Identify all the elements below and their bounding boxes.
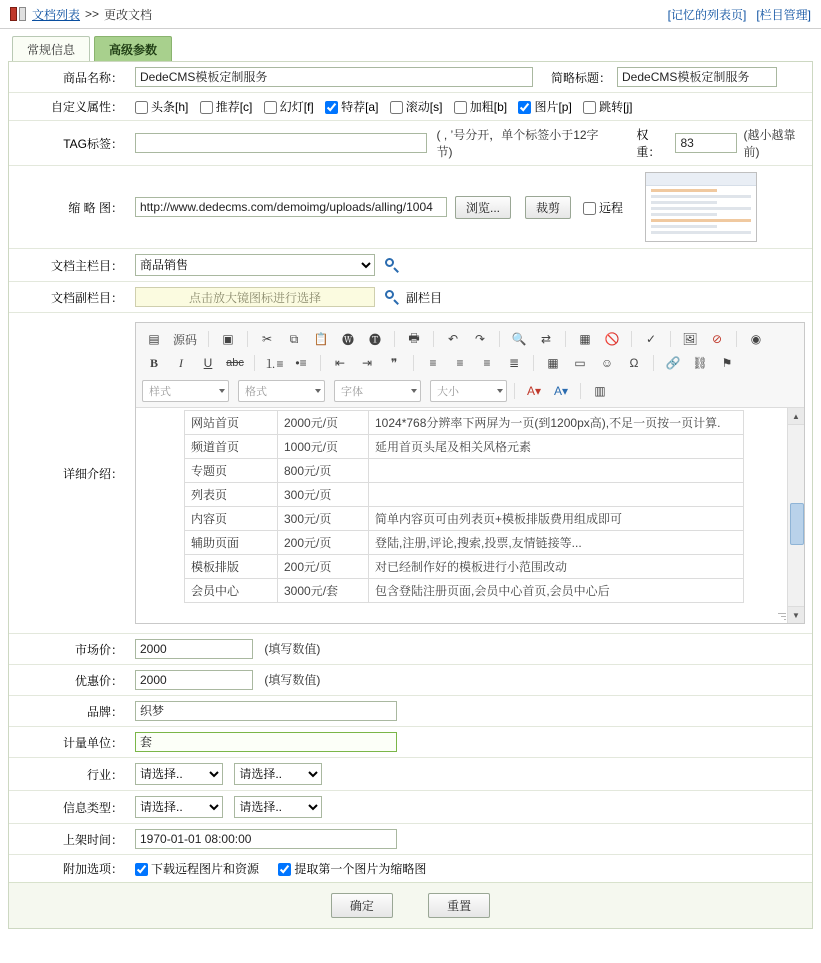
editor-toolbar-row-2 (142, 351, 798, 375)
source-label[interactable]: 源码 (173, 332, 198, 347)
extra-download-remote-label: 下载远程图片和资源 (151, 862, 260, 876)
cell-price: 200元/页 (278, 531, 369, 555)
align-right-icon[interactable]: ≡ (483, 356, 491, 370)
weight-hint: (越小越靠前) (743, 128, 796, 159)
remote-option[interactable] (583, 199, 623, 216)
underline-icon[interactable]: U (203, 356, 213, 370)
cell-desc: 登陆,注册,评论,搜索,投票,友情链接等... (369, 531, 744, 555)
cell-price: 200元/页 (278, 555, 369, 579)
link-memory-list[interactable]: [记忆的列表页] (667, 7, 747, 22)
table-row (185, 411, 744, 435)
cell-price: 1000元/页 (278, 435, 369, 459)
industry-select-2[interactable] (234, 763, 322, 785)
advanced-form (9, 62, 812, 882)
short-title-input[interactable] (617, 67, 777, 87)
indent-icon[interactable]: ⇥ (361, 356, 373, 370)
attr-image[interactable] (518, 98, 571, 115)
row-product-name (9, 62, 812, 93)
attr-special-label: 特荐[a] (341, 100, 379, 114)
strikethrough-icon[interactable]: abc (226, 357, 244, 369)
rich-text-editor (135, 322, 805, 624)
attr-jump[interactable] (583, 98, 632, 115)
sub-category-link[interactable]: 副栏目 (406, 290, 443, 305)
bold-icon[interactable]: B (149, 355, 158, 370)
ontime-input[interactable] (135, 829, 397, 849)
blockquote-icon[interactable]: ❞ (390, 356, 398, 370)
cell-name: 会员中心 (185, 579, 278, 603)
label-sale-price: 优惠价： (9, 665, 129, 696)
row-detail (9, 313, 812, 634)
row-industry (9, 758, 812, 791)
italic-icon[interactable]: I (179, 355, 183, 370)
link-icon[interactable]: 🔗 (665, 356, 681, 370)
attr-recommend[interactable] (200, 98, 253, 115)
row-attributes (9, 93, 812, 121)
attr-slide-checkbox[interactable] (264, 101, 277, 114)
bg-color-icon[interactable]: A▾ (553, 384, 569, 398)
search-icon-sub[interactable] (385, 290, 400, 305)
label-weight: 权重： (636, 128, 661, 159)
row-market-price (9, 634, 812, 665)
horizontal-rule-icon[interactable]: ▭ (574, 356, 586, 370)
editor-content[interactable] (136, 408, 788, 623)
size-combo-label: 大小 (437, 386, 459, 398)
cell-name: 专题页 (185, 459, 278, 483)
remote-label: 远程 (599, 200, 624, 215)
row-unit (9, 727, 812, 758)
submit-bar (9, 882, 812, 928)
preview-icon[interactable]: ▣ (222, 332, 234, 346)
attr-recommend-checkbox[interactable] (200, 101, 213, 114)
tab-bar (0, 35, 821, 61)
cell-industry (129, 758, 812, 791)
breadcrumb-link-doclist[interactable]: 文档列表 (32, 7, 81, 22)
row-sub-category (9, 282, 812, 313)
row-infotype (9, 791, 812, 824)
topbar-links (668, 6, 811, 23)
row-main-category (9, 249, 812, 282)
sale-price-hint: (填写数值) (264, 673, 321, 687)
table-row (185, 459, 744, 483)
attr-recommend-label: 推荐[c] (215, 100, 253, 114)
scroll-down-icon[interactable]: ▼ (788, 606, 804, 623)
attr-bold-label: 加粗[b] (469, 100, 508, 114)
thumbnail-preview (645, 172, 757, 242)
label-market-price: 市场价： (9, 634, 129, 665)
label-thumbnail: 缩 略 图： (9, 166, 129, 249)
extra-download-remote[interactable] (135, 862, 262, 876)
cell-price: 2000元/页 (278, 411, 369, 435)
tag-hint: ( , ’号分开，单个标签小于12字节) (436, 128, 599, 159)
source-icon[interactable]: ▤ (148, 332, 160, 346)
anchor-icon[interactable]: ⚑ (721, 356, 733, 370)
sub-category-placeholder[interactable]: 点击放大镜图标进行选择 (135, 287, 375, 307)
cut-icon[interactable]: ✂ (261, 332, 273, 346)
format-combo[interactable] (238, 380, 325, 402)
show-blocks-icon[interactable]: ▥ (594, 384, 606, 398)
row-thumbnail (9, 166, 812, 249)
cell-infotype (129, 791, 812, 824)
outdent-icon[interactable]: ⇤ (334, 356, 346, 370)
label-attributes: 自定义属性： (9, 93, 129, 121)
spellcheck-icon[interactable]: ✓ (645, 332, 657, 346)
attr-image-label: 图片[p] (534, 100, 572, 114)
label-infotype: 信息类型： (9, 791, 129, 824)
editor-toolbar-row-1 (142, 327, 798, 351)
smiley-icon[interactable]: ☺ (600, 356, 614, 370)
cell-name: 网站首页 (185, 411, 278, 435)
cell-price: 300元/页 (278, 507, 369, 531)
editor-toolbar-row-3 (142, 379, 798, 403)
label-main-category: 文档主栏目： (9, 249, 129, 282)
brand-input[interactable] (135, 701, 397, 721)
label-product-name: 商品名称： (9, 62, 129, 93)
market-price-input[interactable] (135, 639, 253, 659)
label-industry: 行业： (9, 758, 129, 791)
attr-scroll[interactable] (390, 98, 443, 115)
thumbnail-url-input[interactable] (135, 197, 447, 217)
cell-name: 模板排版 (185, 555, 278, 579)
extra-first-image[interactable] (278, 862, 426, 876)
cell-name: 辅助页面 (185, 531, 278, 555)
attr-scroll-checkbox[interactable] (390, 101, 403, 114)
cell-detail (129, 313, 812, 634)
breadcrumb (0, 0, 821, 29)
table-icon[interactable]: ▦ (547, 356, 559, 370)
table-row (185, 483, 744, 507)
cell-attributes (129, 93, 812, 121)
copy-icon[interactable]: ⧉ (289, 331, 299, 346)
cell-ontime (129, 824, 812, 855)
cell-desc (369, 483, 744, 507)
tab-general[interactable]: 常规信息 (12, 36, 90, 61)
label-sub-category: 文档副栏目： (9, 282, 129, 313)
cell-desc (369, 459, 744, 483)
cell-desc: 对已经制作好的模板进行小范围改动 (369, 555, 744, 579)
paste-icon[interactable]: 📋 (313, 332, 329, 346)
align-left-icon[interactable]: ≡ (429, 356, 437, 370)
infotype-select-1[interactable] (135, 796, 223, 818)
redo-icon[interactable]: ↷ (474, 332, 486, 346)
special-char-icon[interactable]: Ω (629, 356, 639, 370)
cell-main-category (129, 249, 812, 282)
image-icon[interactable]: 🖼 (682, 332, 698, 346)
table-row (185, 435, 744, 459)
row-sale-price (9, 665, 812, 696)
sale-price-input[interactable] (135, 670, 253, 690)
format-combo-label: 格式 (245, 386, 267, 398)
scroll-up-icon[interactable]: ▲ (788, 408, 804, 425)
row-brand (9, 696, 812, 727)
replace-icon[interactable]: ⇄ (540, 332, 552, 346)
ok-button[interactable]: 确定 (331, 893, 393, 918)
scroll-thumb[interactable] (790, 503, 804, 545)
remote-checkbox[interactable] (583, 202, 596, 215)
attr-special[interactable] (325, 98, 378, 115)
product-name-input[interactable] (135, 67, 533, 87)
cell-name: 内容页 (185, 507, 278, 531)
attr-slide-label: 幻灯[f] (279, 100, 314, 114)
browse-button[interactable]: 浏览... (455, 196, 511, 219)
breadcrumb-current: 更改文档 (104, 7, 153, 22)
row-extra (9, 855, 812, 883)
cell-price: 800元/页 (278, 459, 369, 483)
label-brand: 品牌： (9, 696, 129, 727)
form-panel (8, 61, 813, 929)
align-center-icon[interactable]: ≡ (456, 356, 464, 370)
table-row (185, 579, 744, 603)
cell-thumbnail (129, 166, 812, 249)
table-row (185, 507, 744, 531)
attr-headline-label: 头条[h] (151, 100, 189, 114)
editor-resize-handle[interactable] (776, 611, 786, 621)
attr-scroll-label: 滚动[s] (405, 100, 443, 114)
attr-bold[interactable] (454, 98, 507, 115)
crop-button[interactable]: 裁剪 (525, 196, 571, 219)
align-justify-icon[interactable]: ≣ (508, 356, 520, 370)
tag-input[interactable] (135, 133, 427, 153)
extra-first-image-checkbox[interactable] (278, 863, 291, 876)
weight-input[interactable] (675, 133, 737, 153)
cell-desc: 包含登陆注册页面,会员中心首页,会员中心后 (369, 579, 744, 603)
ordered-list-icon[interactable]: ⒈≡ (264, 356, 284, 371)
price-table (184, 410, 744, 603)
cell-tag (129, 121, 812, 166)
cell-desc: 1024*768分辨率下两屏为一页(到1200px高),不足一页按一页计算. (369, 411, 744, 435)
table-row (185, 531, 744, 555)
industry-select-1[interactable] (135, 763, 223, 785)
text-color-icon[interactable]: A▾ (526, 384, 542, 398)
reset-button[interactable]: 重置 (428, 893, 490, 918)
label-tag: TAG标签： (9, 121, 129, 166)
remove-format-icon[interactable]: 🚫 (604, 332, 620, 346)
cell-market-price (129, 634, 812, 665)
cell-desc: 简单内容页可由列表页+模板排版费用组成即可 (369, 507, 744, 531)
cell-name: 列表页 (185, 483, 278, 507)
undo-icon[interactable]: ↶ (447, 332, 459, 346)
print-icon[interactable]: 🖶 (408, 330, 420, 345)
style-combo[interactable] (142, 380, 229, 402)
cell-sub-category (129, 282, 812, 313)
select-all-icon[interactable]: ▦ (579, 332, 591, 346)
label-unit: 计量单位： (9, 727, 129, 758)
label-detail: 详细介绍： (9, 313, 129, 634)
size-combo[interactable] (430, 380, 507, 402)
editor-scrollbar[interactable] (787, 408, 804, 623)
unlink-icon[interactable]: ⛓ (692, 356, 708, 370)
attr-headline-checkbox[interactable] (135, 101, 148, 114)
label-extra: 附加选项： (62, 862, 123, 876)
attr-jump-label: 跳转[j] (599, 100, 633, 114)
unit-input[interactable] (135, 732, 397, 752)
paste-text-icon[interactable]: 🅣 (369, 332, 382, 347)
extra-first-image-label: 提取第一个图片为缩略图 (294, 862, 427, 876)
flash-icon[interactable]: ◉ (750, 332, 762, 346)
editor-body[interactable] (136, 408, 804, 623)
breadcrumb-separator: >> (85, 7, 100, 21)
cell-price: 300元/页 (278, 483, 369, 507)
cell-price: 3000元/套 (278, 579, 369, 603)
cell-brand (129, 696, 812, 727)
cell-sale-price (129, 665, 812, 696)
attr-image-checkbox[interactable] (518, 101, 531, 114)
infotype-select-2[interactable] (234, 796, 322, 818)
cell-extra (129, 855, 812, 883)
cell-product-name (129, 62, 812, 93)
cell-desc: 延用首页头尾及相关风格元素 (369, 435, 744, 459)
font-combo[interactable] (334, 380, 421, 402)
forbid-icon[interactable]: ⊘ (711, 332, 723, 346)
label-ontime: 上架时间： (9, 824, 129, 855)
book-icon (10, 7, 26, 21)
style-combo-label: 样式 (149, 386, 171, 398)
attr-jump-checkbox[interactable] (583, 101, 596, 114)
extra-download-remote-checkbox[interactable] (135, 863, 148, 876)
cell-name: 频道首页 (185, 435, 278, 459)
find-icon[interactable]: 🔍 (511, 332, 527, 346)
tab-advanced[interactable]: 高级参数 (94, 36, 172, 61)
unordered-list-icon[interactable]: •≡ (295, 356, 307, 370)
cell-unit (129, 727, 812, 758)
row-tag (9, 121, 812, 166)
label-short-title: 简略标题： (551, 70, 612, 85)
paste-word-icon[interactable]: 🅦 (342, 332, 355, 347)
table-row (185, 555, 744, 579)
font-combo-label: 字体 (341, 386, 363, 398)
link-category-manage[interactable]: [栏目管理] (756, 7, 811, 22)
attr-headline[interactable] (135, 98, 188, 115)
attr-special-checkbox[interactable] (325, 101, 338, 114)
attr-bold-checkbox[interactable] (454, 101, 467, 114)
editor-toolbar (136, 323, 804, 408)
row-ontime (9, 824, 812, 855)
main-category-select[interactable] (135, 254, 375, 276)
attr-slide[interactable] (264, 98, 314, 115)
market-price-hint: (填写数值) (264, 642, 321, 656)
search-icon[interactable] (385, 258, 400, 273)
